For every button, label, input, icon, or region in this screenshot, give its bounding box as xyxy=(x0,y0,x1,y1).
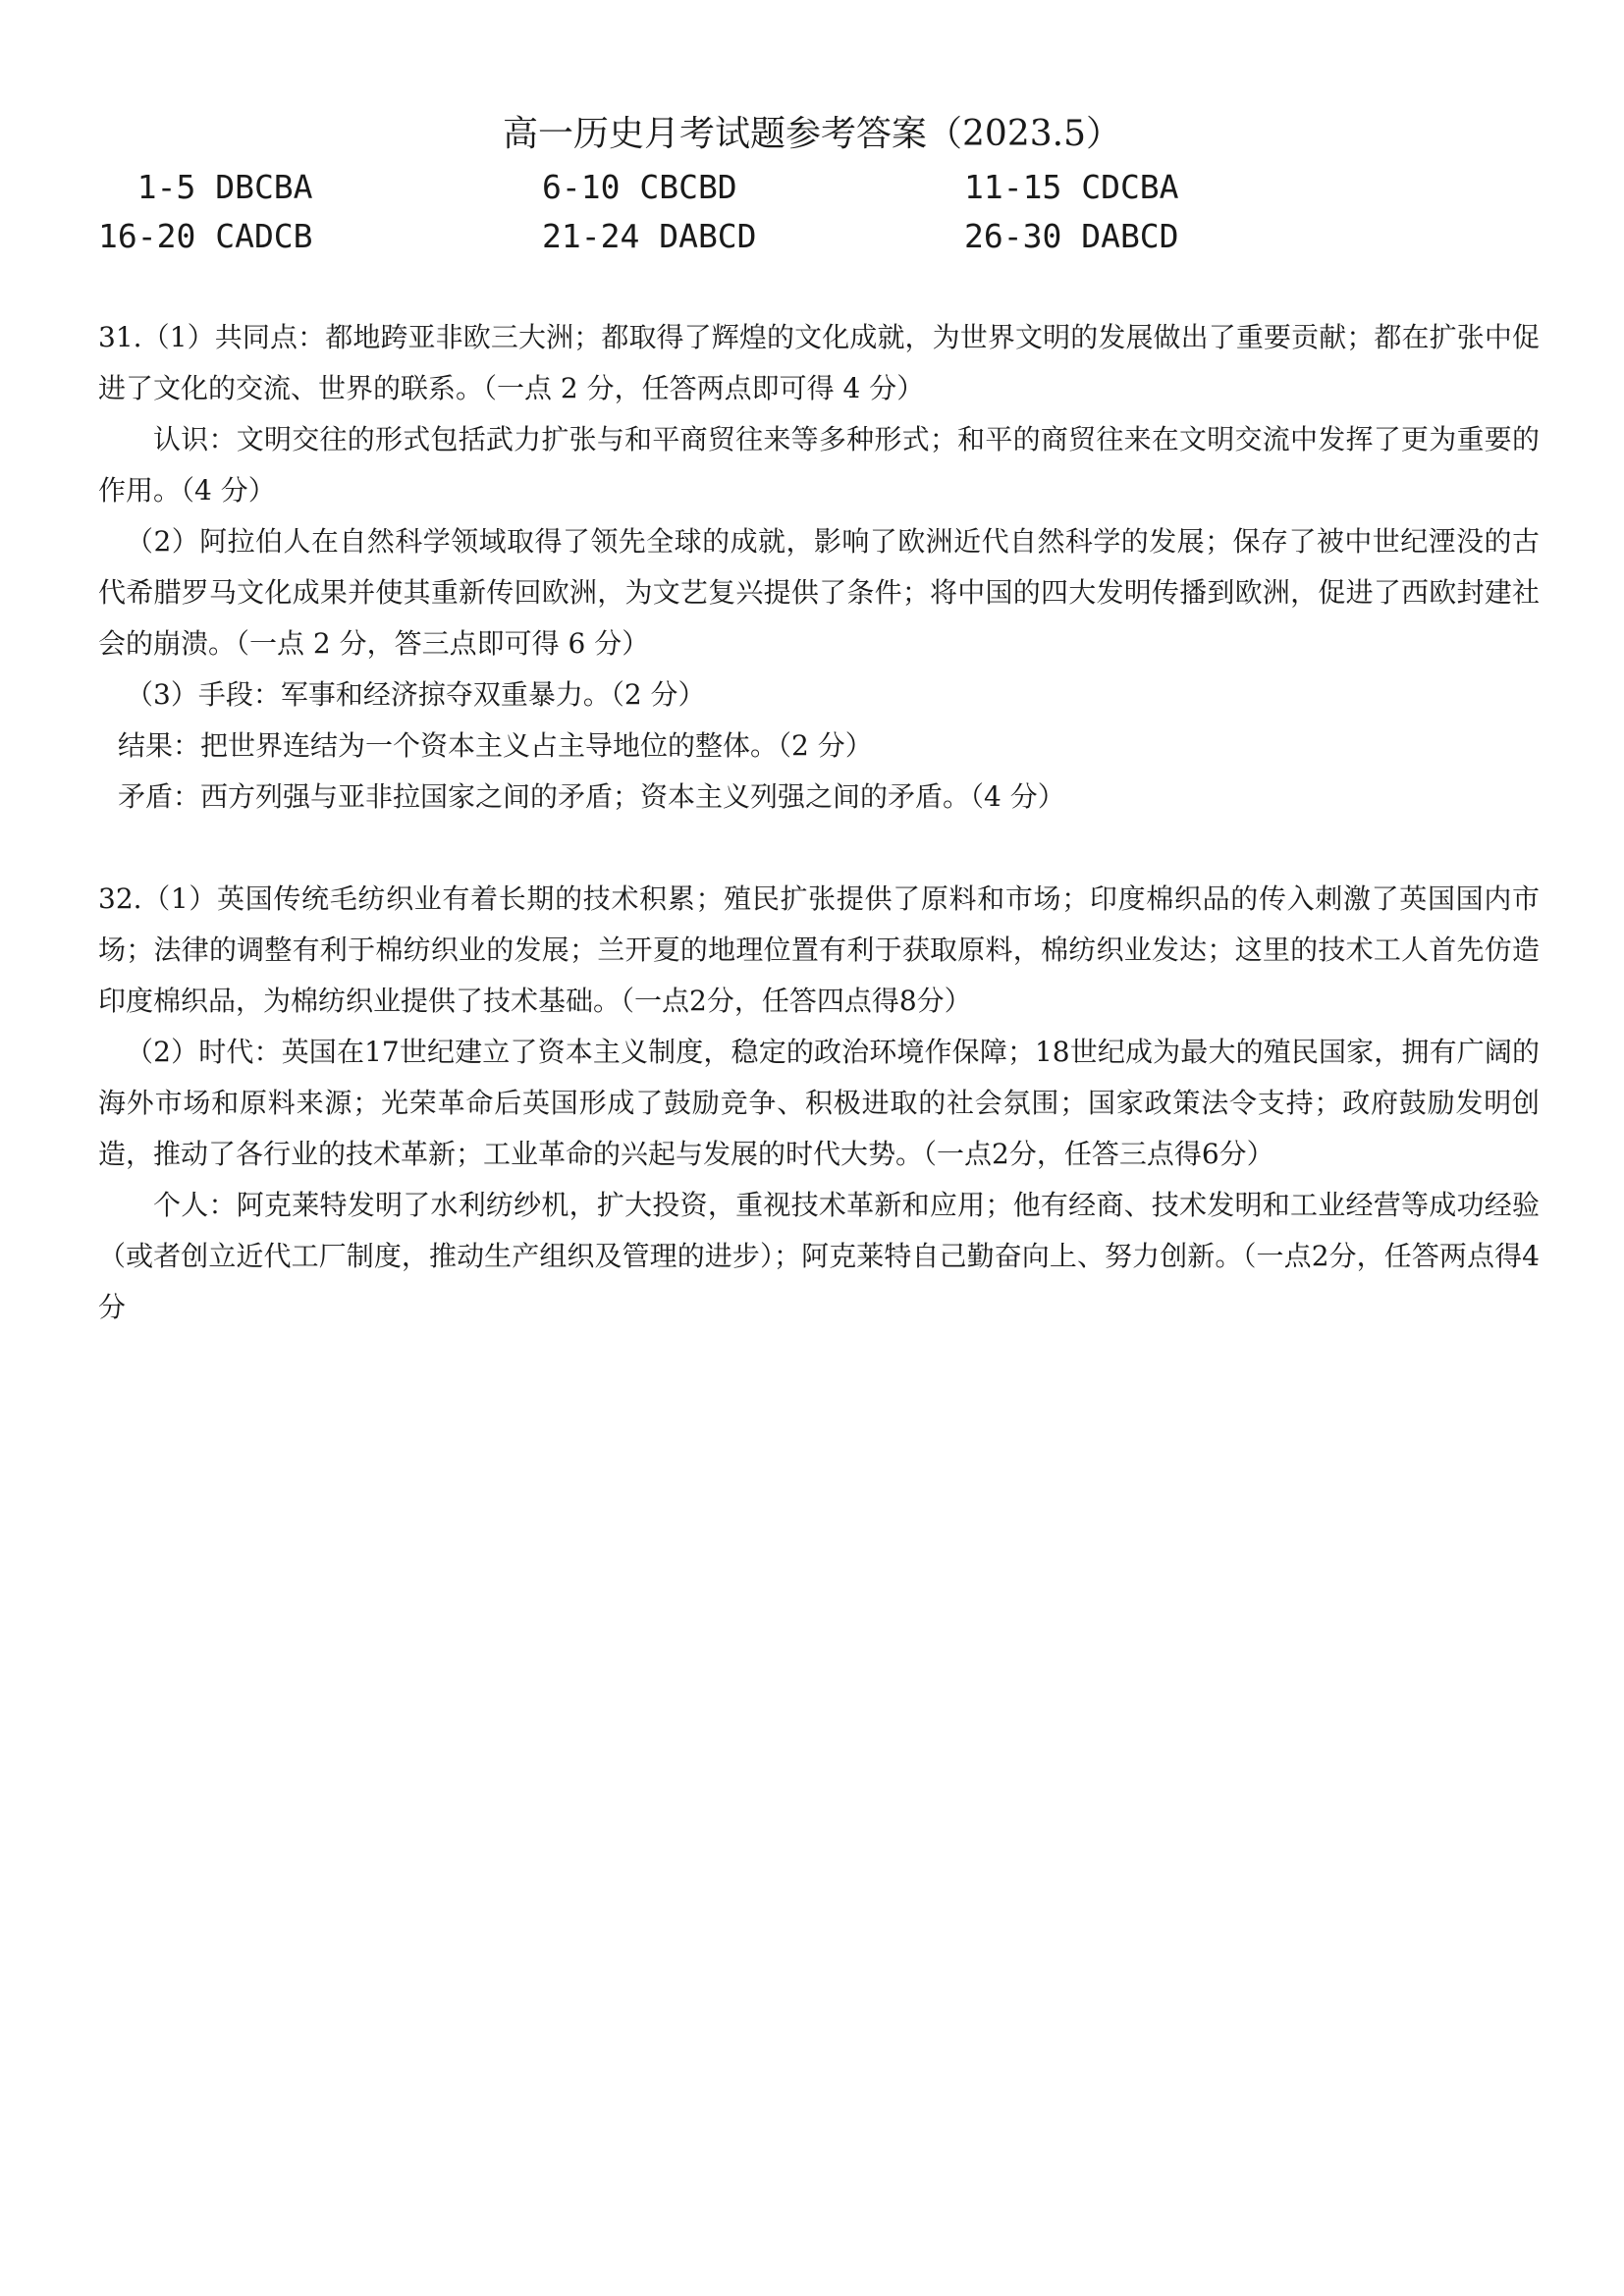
answer-group: 11-15 CDCBA xyxy=(964,168,1179,206)
answer-group: 16-20 CADCB xyxy=(98,217,313,255)
q31-part1-paragraph: 31.（1）共同点：都地跨亚非欧三大洲；都取得了辉煌的文化成就，为世界文明的发展做出了重要贡献；都在扩张中促进了文化的交流、世界的联系。（一点 2 分，任答两点即可得 4 分） xyxy=(98,321,1540,404)
q31-part3-result: 结果：把世界连结为一个资本主义占主导地位的整体。（2 分） xyxy=(118,729,873,762)
question-32-answer xyxy=(98,874,1540,1333)
q31-part2-paragraph: （2）阿拉伯人在自然科学领域取得了领先全球的成就，影响了欧洲近代自然科学的发展；保存了被中世纪湮没的古代希腊罗马文化成果并使其重新传回欧洲，为文艺复兴提供了条件；将中国的四大发明传播到欧洲，促进了西欧封建社会的崩溃。（一点 2 分，答三点即可得 6 分） xyxy=(98,525,1540,660)
multiple-choice-answers xyxy=(98,163,1551,261)
q32-part2-era-paragraph: （2）时代：英国在17世纪建立了资本主义制度，稳定的政治环境作保障；18世纪成为最大的殖民国家，拥有广阔的海外市场和原料来源；光荣革命后英国形成了鼓励竞争、积极进取的社会氛围；国家政策法令支持；政府鼓励发明创造，推动了各行业的技术革新；工业革命的兴起与发展的时代大势。（一点2分，任答三点得6分） xyxy=(98,1036,1540,1170)
section-gap xyxy=(98,823,1540,874)
answer-group: 21-24 DABCD xyxy=(542,217,757,255)
q32-part2-individual-paragraph: 个人：阿克莱特发明了水利纺纱机，扩大投资，重视技术革新和应用；他有经商、技术发明和工业经营等成功经验（或者创立近代工厂制度，推动生产组织及管理的进步）；阿克莱特自己勤奋向上、努力创新。（一点2分，任答两点得4分 xyxy=(98,1189,1540,1323)
answer-body xyxy=(98,312,1540,1333)
answer-row xyxy=(98,163,1551,212)
q31-part3-contradiction: 矛盾：西方列强与亚非拉国家之间的矛盾；资本主义列强之间的矛盾。（4 分） xyxy=(118,780,1065,813)
q32-part1-paragraph: 32.（1）英国传统毛纺织业有着长期的技术积累；殖民扩张提供了原料和市场；印度棉织品的传入刺激了英国国内市场；法律的调整有利于棉纺织业的发展；兰开夏的地理位置有利于获取原料，棉纺织业发达；这里的技术工人首先仿造印度棉织品，为棉纺织业提供了技术基础。（一点2分，任答四点得8分） xyxy=(98,882,1540,1017)
answer-row xyxy=(98,212,1551,261)
answer-group: 26-30 DABCD xyxy=(964,217,1179,255)
answer-group: 6-10 CBCBD xyxy=(542,168,737,206)
question-31-answer xyxy=(98,312,1540,823)
page-title: 高一历史月考试题参考答案（2023.5） xyxy=(503,114,1121,154)
q31-insight-paragraph: 认识：文明交往的形式包括武力扩张与和平商贸往来等多种形式；和平的商贸往来在文明交流中发挥了更为重要的作用。（4 分） xyxy=(98,423,1540,507)
q31-part3-means: （3）手段：军事和经济掠夺双重暴力。（2 分） xyxy=(126,678,706,711)
answer-group: 1-5 DBCBA xyxy=(98,168,313,206)
